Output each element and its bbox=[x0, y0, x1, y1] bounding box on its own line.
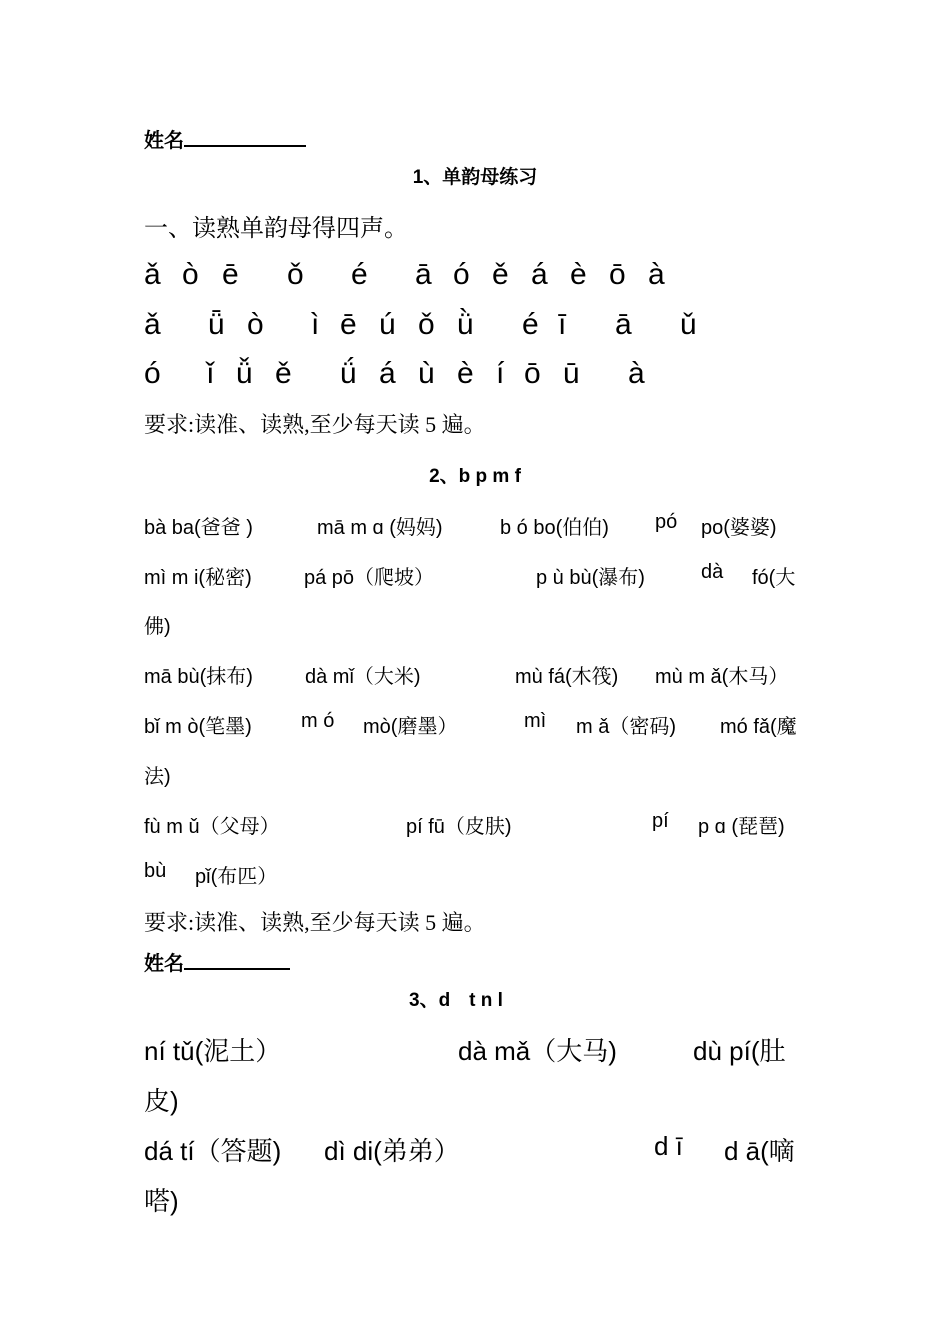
word-item: p ù bù(瀑布) bbox=[536, 567, 645, 589]
word-item: p ɑ (琵琶) bbox=[698, 816, 785, 838]
word-item: pó bbox=[655, 511, 678, 533]
vowel: ǎ bbox=[144, 258, 161, 291]
word-item: dá tí（答题) bbox=[144, 1136, 282, 1166]
word-item: pá pō（爬坡） bbox=[304, 567, 435, 589]
vowel: ó bbox=[144, 357, 161, 390]
vowel: ī bbox=[558, 308, 567, 341]
word-item: mì m i(秘密) bbox=[144, 567, 252, 589]
vowel: ǒ bbox=[287, 258, 304, 291]
word-item: pǐ(布匹） bbox=[195, 866, 278, 888]
word-item: fù m ǔ（父母） bbox=[144, 816, 280, 838]
vowel: ē bbox=[340, 308, 357, 341]
word-item: pí bbox=[652, 810, 669, 832]
word-item: dù pí(肚 bbox=[693, 1036, 786, 1066]
word-item: mì bbox=[524, 710, 547, 732]
word-item: m ó bbox=[301, 710, 335, 732]
word-item: d ā(嘀 bbox=[724, 1136, 795, 1166]
word-item: dà bbox=[701, 561, 724, 583]
word-item: 嗒) bbox=[144, 1186, 179, 1216]
vowel: ú bbox=[379, 308, 396, 341]
name-blank bbox=[184, 950, 290, 970]
vowel: é bbox=[522, 308, 539, 341]
word-item: mù fá(木筏) bbox=[515, 666, 619, 688]
requirement-text: 要求:读准、读熟,至少每天读 5 遍。 bbox=[144, 910, 486, 935]
vowel: ō bbox=[609, 258, 626, 291]
vowel: é bbox=[351, 258, 368, 291]
word-item: fó(大 bbox=[752, 567, 796, 589]
vowel: ì bbox=[311, 308, 320, 341]
word-item: 法) bbox=[144, 766, 171, 788]
vowel: ě bbox=[275, 357, 292, 390]
name-label: 姓名 bbox=[144, 130, 184, 152]
word-item: mò(磨墨） bbox=[363, 716, 458, 738]
vowel: í bbox=[496, 357, 505, 390]
word-item: bǐ m ò(笔墨) bbox=[144, 716, 252, 738]
word-item: bù bbox=[144, 860, 167, 882]
word-item: ní tǔ(泥土） bbox=[144, 1036, 282, 1066]
name-field bbox=[144, 124, 306, 153]
vowel: è bbox=[457, 357, 474, 390]
name-blank bbox=[184, 127, 306, 147]
requirement-text: 要求:读准、读熟,至少每天读 5 遍。 bbox=[144, 412, 486, 437]
word-item: mó fǎ(魔 bbox=[720, 716, 797, 738]
vowel: ě bbox=[492, 258, 509, 291]
vowel: ǘ bbox=[340, 357, 357, 390]
vowel: ǎ bbox=[144, 308, 161, 341]
name-label: 姓名 bbox=[144, 953, 184, 975]
vowel: ē bbox=[222, 258, 239, 291]
vowel: ǒ bbox=[418, 308, 435, 341]
vowel: ā bbox=[415, 258, 432, 291]
vowel: à bbox=[628, 357, 645, 390]
vowel: ù bbox=[418, 357, 435, 390]
vowel: á bbox=[379, 357, 396, 390]
word-item: dà mǐ（大米) bbox=[305, 666, 421, 688]
vowel: ǖ bbox=[208, 308, 225, 341]
word-item: po(婆婆) bbox=[701, 517, 777, 539]
section-title: 3、d t n l bbox=[409, 990, 503, 1011]
word-item: b ó bo(伯伯) bbox=[500, 517, 609, 539]
vowel: ǚ bbox=[236, 357, 253, 390]
word-item: 佛) bbox=[144, 616, 171, 638]
word-item: d ī bbox=[654, 1131, 683, 1161]
word-item: dà mǎ（大马) bbox=[458, 1036, 617, 1066]
vowel: ò bbox=[247, 308, 264, 341]
vowel: è bbox=[570, 258, 587, 291]
vowel: à bbox=[648, 258, 665, 291]
word-item: pí fū（皮肤) bbox=[406, 816, 512, 838]
vowel: ó bbox=[453, 258, 470, 291]
vowel: ǔ bbox=[680, 308, 697, 341]
name-field bbox=[144, 947, 290, 976]
vowel: ū bbox=[563, 357, 580, 390]
word-item: bà ba(爸爸 ) bbox=[144, 517, 253, 539]
instruction-text: 一、读熟单韵母得四声。 bbox=[144, 216, 408, 242]
vowel: ò bbox=[182, 258, 199, 291]
vowel: á bbox=[531, 258, 548, 291]
word-item: dì di(弟弟） bbox=[324, 1136, 460, 1166]
vowel: ǐ bbox=[207, 357, 214, 390]
vowel: ǜ bbox=[457, 308, 474, 341]
section-title: 1、单韵母练习 bbox=[412, 167, 538, 188]
vowel: ō bbox=[524, 357, 541, 390]
word-item: mā m ɑ (妈妈) bbox=[317, 517, 443, 539]
word-item: mā bù(抹布) bbox=[144, 666, 253, 688]
vowel: ā bbox=[615, 308, 632, 341]
word-item: m ǎ（密码) bbox=[576, 716, 676, 738]
word-item: 皮) bbox=[144, 1086, 179, 1116]
word-item: mù m ǎ(木马） bbox=[655, 666, 789, 688]
section-title: 2、b p m f bbox=[429, 466, 521, 487]
